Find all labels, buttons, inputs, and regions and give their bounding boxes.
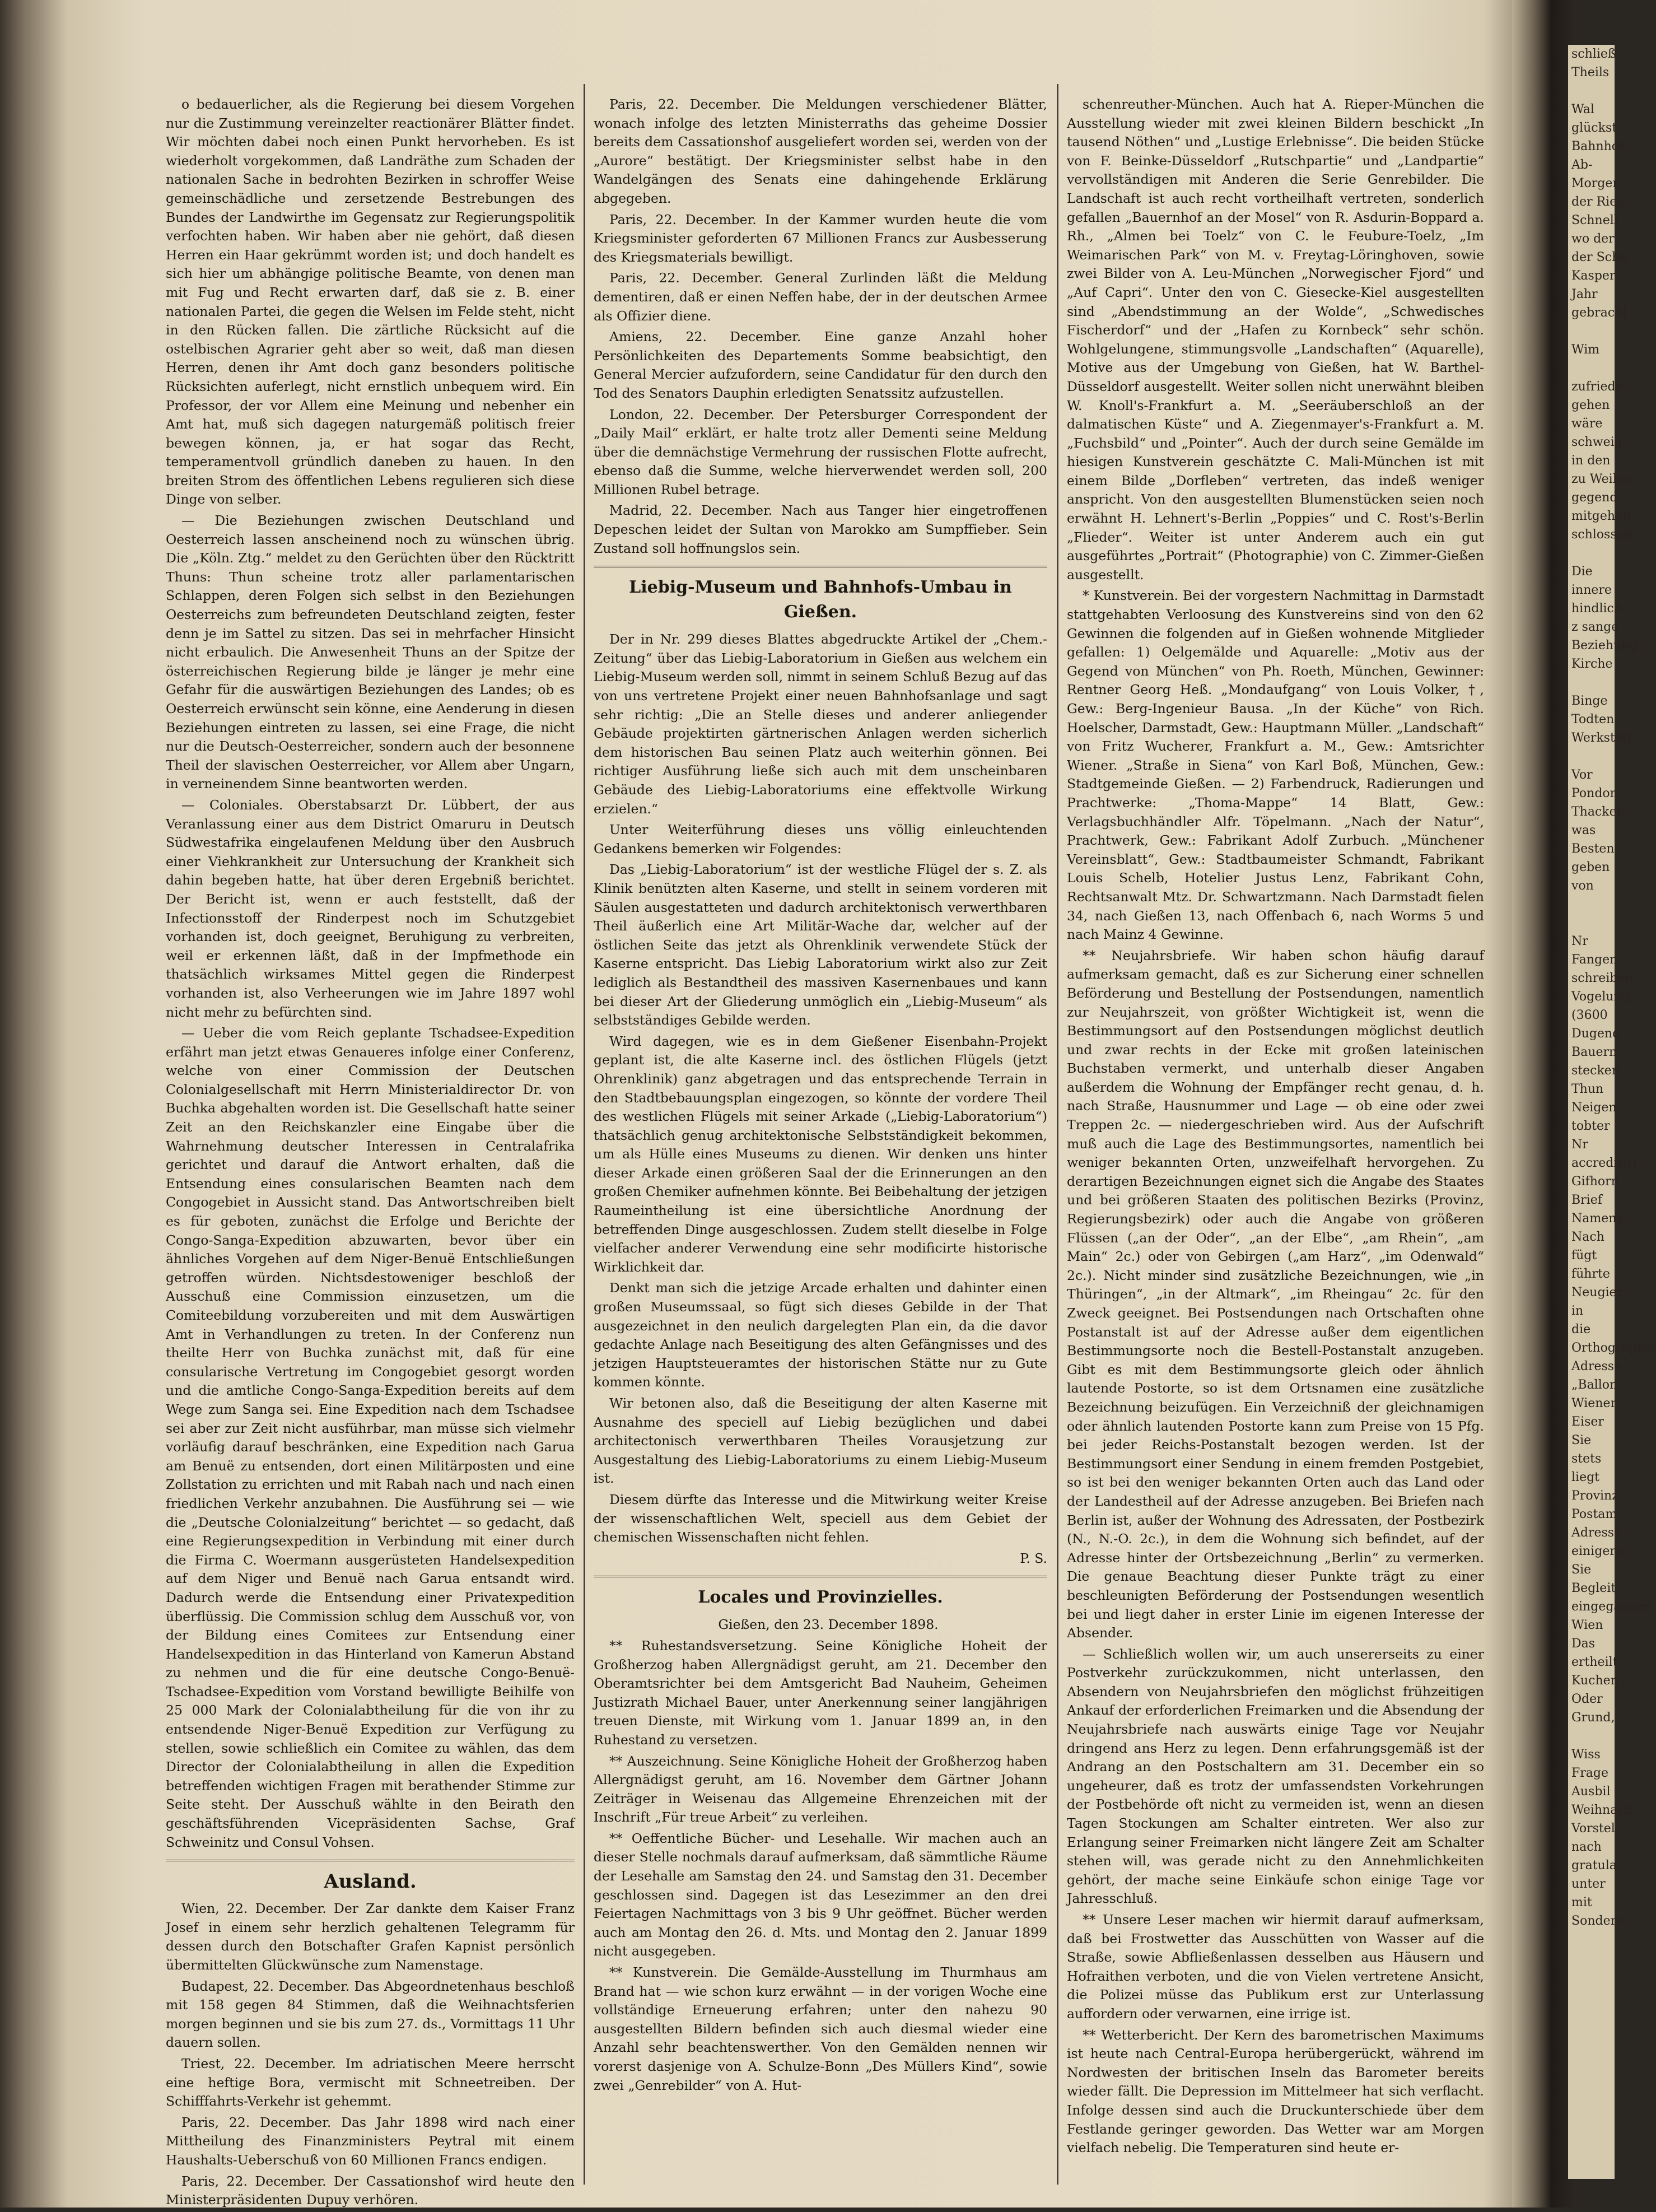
right-page-fragment: schließ	[1571, 47, 1616, 61]
right-page-fragment: unter	[1571, 1877, 1606, 1891]
right-page-fragment: mitgehen	[1571, 509, 1631, 523]
right-page-fragment: was	[1571, 823, 1596, 837]
right-page-fragment: Die	[1571, 565, 1593, 579]
right-page-fragment: Adresse	[1571, 1526, 1622, 1540]
article-paragraph: Der in Nr. 299 dieses Blattes abgedruckte Artikel der „Chem.-Zeitung“ über das Liebig-Laboratorium in Gießen aus welchem ein Liebig-Museum werden soll, nimmt in seinem Schluß Bezug auf das von uns vertretene Projekt einer neuen Bahnhofsanlage und sagt sehr richtig: „Die an Stelle dieses und anderer anliegender Gebäude projektirten gärtnerischen Anlagen werden sicherlich dem historischen Bau seinen Platz auch weiterhin gönnen. Bei richtiger Ausführung ließe sich auch mit dem unscheinbaren Gebäude des Liebig-Laboratoriums eine effektvolle Wirkung erzielen.“	[594, 631, 1047, 817]
right-page-fragment: nach	[1571, 1840, 1602, 1854]
right-page-fragment: Kasper	[1571, 269, 1616, 283]
news-item: London, 22. December. Der Petersburger Correspondent der „Daily Mail“ erklärt, er halte trotz aller Dementi seine Meldung über die demnächstige Vermehrung der russischen Flotte aufrecht, ebenso daß die Summe, welche hierverwendet werden soll, 200 Millionen Rubel betrage.	[594, 406, 1047, 497]
right-page-fragment: liegt	[1571, 1470, 1600, 1484]
article-paragraph: Diesem dürfte das Interesse und die Mitwirkung weiter Kreise der wissenschaftlichen Welt, speciell aus dem Gebiet der chemischen Wissenschaften nicht fehlen.	[594, 1491, 1047, 1545]
right-page-fragment: Kuchen	[1571, 1674, 1618, 1688]
news-item: Triest, 22. December. Im adriatischen Meere herrscht eine heftige Bora, vermischt mit Schneetreiben. Der Schifffahrts-Verkehr ist gehemmt.	[166, 2055, 575, 2109]
right-page-fragment: Postam	[1571, 1507, 1617, 1521]
right-page-fragment: schreiben	[1571, 971, 1633, 985]
column-rule	[584, 84, 585, 2185]
right-page-fragment: Thacker	[1571, 805, 1623, 819]
right-page-fragment	[1571, 747, 1615, 766]
right-page-fragment: fügt	[1571, 1249, 1597, 1263]
right-page-fragment: Sondern	[1571, 1914, 1625, 1928]
right-page-fragment: einigerm	[1571, 1544, 1627, 1558]
right-page-fragment: hindlich	[1571, 602, 1622, 616]
right-page-fragment: eingegangen	[1571, 1600, 1652, 1614]
right-page-fragment	[1571, 322, 1615, 341]
right-page-fragment: Wal	[1571, 103, 1594, 117]
news-item: ** Kunstverein. Die Gemälde-Ausstellung im Thurmhaus am Brand hat — wie schon kurz erwähnt — in der vorigen Woche eine vollständige Erneuerung erfahren; unter den nahezu 90 ausgestellten Bildern befinden sich auch diesmal wieder eine Anzahl sehr beachtenswerther. Von den Gemälden nennen wir vorerst dasjenige von A. Schulze-Bonn „Des Müllers Kind“, sowie zwei „Genrebilder“ von A. Hut-	[594, 1964, 1047, 2093]
right-page-fragment: Thun	[1571, 1082, 1604, 1096]
right-page-fragment: Oder	[1571, 1692, 1603, 1706]
right-page-fragment: Frage	[1571, 1766, 1608, 1780]
right-page-fragment: Sie	[1571, 1563, 1592, 1577]
right-page-edge	[1568, 45, 1656, 2179]
book-gutter	[1512, 0, 1574, 2208]
article-paragraph: — Coloniales. Oberstabsarzt Dr. Lübbert, der aus Veranlassung einer aus dem District Omaruru in Deutsch Südwestafrika eingelaufenen Meldung über den Ausbruch einer Viehkrankheit zur Untersuchung der Krankheit sich dahin begeben hatte, hat über deren Ergebniß berichtet. Der Bericht ist, wenn er auch feststellt, daß der Infectionsstoff der Rinderpest noch im Schutzgebiet vorhanden ist, doch geeignet, Beruhigung zu verbreiten, weil er erkennen läßt, daß in der Impfmethode ein thatsächlich wirksames Mittel gegen die Rinderpest vorhanden ist, also Verheerungen wie im Jahre 1897 wohl nicht mehr zu befürchten sind.	[166, 797, 575, 1020]
right-page-fragment: Bahnhof	[1571, 139, 1624, 153]
section-heading-ausland: Ausland.	[324, 1870, 417, 1893]
right-page-fragment	[1571, 914, 1615, 932]
right-page-fragment: Binge	[1571, 694, 1608, 708]
article-paragraph: — Die Beziehungen zwischen Deutschland und Oesterreich lassen anscheinend noch zu wünschen übrig. Die „Köln. Ztg.“ meldet zu den Gerüchten über den Rücktritt Thuns: Thun scheine trotz aller parlamentarischen Schlappen, deren Folgen sich selbst in den Beziehungen Oesterreichs zum befreundeten Deutschland zeigten, fester denn je im Sattel zu sitzen. Das sei in mehrfacher Hinsicht nicht erbaulich. Die Anwesenheit Thuns an der Spitze der österreichischen Regierung bilde je länger je mehr eine Gefahr für die auswärtigen Beziehungen des Landes; ob es Oesterreich erwünscht sein könne, eine Aenderung in diesen Beziehungen eintreten zu lassen, sei eine Frage, die nicht nur die Deutsch-Oesterreicher, sondern auch der besonnene Theil der slavischen Oesterreicher, vor Allem aber Ungarn, in verneinendem Sinne beantworten werden.	[166, 513, 575, 792]
news-item: ** Neujahrsbriefe. Wir haben schon häufig darauf aufmerksam gemacht, daß es zur Sicherung einer schnellen Beförderung und Bestellung der Postsendungen, namentlich zur Neujahrszeit, von größter Wichtigkeit ist, wenn die Bestimmungsort auf den Postsendungen möglichst deutlich und zwar rechts in der Ecke mit großen lateinischen Buchstaben vermerkt, und unterhalb dieser Angaben außerdem die Wohnung der Empfänger recht genau, d. h. nach Straße, Hausnummer und Lage — ob eine oder zwei Treppen 2c. — niedergeschrieben wird. Aus der Aufschrift muß auch die Lage des Bestimmungsortes, namentlich bei weniger bekannten Orten, unzweifelhaft hervorgehen. Zu derartigen Bezeichnungen eignet sich die Angabe des Staates und bei größeren Staaten des politischen Bezirks (Provinz, Regierungsbezirk) oder auch die Angabe von größeren Flüssen („an der Oder“, „an der Elbe“, „am Rhein“, „am Main“ 2c.) oder von Gebirgen („am Harz“, „im Odenwald“ 2c.). Nicht minder sind zusätzliche Bezeichnungen, wie „in Thüringen“, „in der Altmark“, „im Rheingau“ 2c. für den Zweck geeignet. Bei Postsendungen nach Ortschaften ohne Postanstalt ist auf der Adresse außer dem eigentlichen Bestimmungsorte noch die Bestell-Postanstalt anzugeben. Gibt es mit dem Bestimmungsorte gleich oder ähnlich lautende Postorte, so ist dem Ortsnamen eine zusätzliche Bezeichnung beizufügen. Ein Verzeichniß der gleichnamigen oder ähnlich lautenden Postorte kann zum Preise von 15 Pfg. bei jeder Reichs-Postanstalt bezogen werden. Ist der Bestimmungsort einer Sendung in einem fremden Postgebiet, so ist bei den weniger bekannten Orten auch das Land oder der Landestheil auf der Adresse anzugeben. Bei Briefen nach Berlin ist, außer der Wohnung des Adressaten, der Postbezirk (N., N.-O. 2c.), in dem die Wohnung sich befindet, auf der Adresse hinter der Ortsbezeichnung „Berlin“ zu vermerken. Die genaue Beachtung dieser Punkte trägt zu einer beschleunigten Beförderung der Postsendungen wesentlich bei und liegt daher in erster Linie im eigenen Interesse der Absender.	[1067, 947, 1484, 1641]
right-page-fragment	[1571, 895, 1615, 914]
right-page-fragment: „Ballon	[1571, 1378, 1618, 1392]
right-page-fragment: schlossen	[1571, 528, 1632, 542]
section-divider	[166, 1860, 575, 1861]
right-page-fragment: (3600	[1571, 1008, 1608, 1022]
right-page-fragment: Weihnach	[1571, 1803, 1632, 1817]
article-paragraph: Unter Weiterführung dieses uns völlig einleuchtenden Gedankens bemerken wir Folgendes:	[594, 822, 1047, 856]
news-item: ** Auszeichnung. Seine Königliche Hoheit der Großherzog haben Allergnädigst geruht, am 16. November dem Gärtner Johann Zeiträger in Weisenau das Allgemeine Ehrenzeichen mit der Inschrift „Für treue Arbeit“ zu verleihen.	[594, 1753, 1047, 1826]
right-page-fragment: Ausbil	[1571, 1785, 1611, 1799]
news-item: Wien, 22. December. Der Zar dankte dem Kaiser Franz Josef in einem sehr herzlich gehaltenen Telegramm für dessen durch den Botschafter Grafen Kapnist persönlich übermittelten Glückwünsche zum Namenstage.	[166, 1901, 575, 1973]
right-page-fragment: Kirche	[1571, 657, 1613, 671]
article-paragraph: Denkt man sich die jetzige Arcade erhalten und dahinter einen großen Museumssaal, so fügt sich dieses Gebilde in der That ausgezeichnet in den neulich dargelegten Plan ein, da die davor gedachte Anlage nach Beseitigung des alten Gefängnisses und des jetzigen Hauptsteueramtes der historischen Stätte nur zu Gute kommen könnte.	[594, 1280, 1047, 1390]
right-page-fragment	[1571, 673, 1615, 692]
right-page-fragment: Brief	[1571, 1193, 1602, 1207]
news-item: Paris, 22. December. Das Jahr 1898 wird nach einer Mittheilung des Finanzministers Peytral mit einem Haushalts-Ueberschuß von 60 Millionen Francs endigen.	[166, 2114, 575, 2168]
right-page-fragment: Neigen	[1571, 1101, 1617, 1115]
news-item: Madrid, 22. December. Nach aus Tanger hier eingetroffenen Depeschen leidet der Sultan von Marokko am Sumpffieber. Sein Zustand soll hoffnungslos sein.	[594, 502, 1047, 556]
news-item: — Schließlich wollen wir, um auch unsererseits zu einer Postverkehr zurückzukommen, nicht unterlassen, den Absendern von Neujahrsbriefen den möglichst frühzeitigen Ankauf der erforderlichen Freimarken und die Absendung der Neujahrsbriefe nach auswärts einige Tage vor Neujahr dringend ans Herz zu legen. Denn erfahrungsgemäß ist der Andrang an den Postschaltern am 31. December ein so ungeheurer, daß es trotz der umfassendsten Vorkehrungen der Postbehörde oft nicht zu vermeiden ist, wenn an diesen Tagen Stockungen am Schalter eintreten. Wer also zur Erlangung seiner Freimarken nicht längere Zeit am Schalter stehen will, was gerade nicht zu den Annehmlichkeiten gehört, der mache seine Einkäufe schon einige Tage vor Jahresschluß.	[1067, 1646, 1484, 1907]
right-page-fragment: Theils	[1571, 66, 1610, 80]
article-paragraph: o bedauerlicher, als die Regierung bei diesem Vorgehen nur die Zustimmung vereinzelter reactionärer Blätter findet. Wir möchten dabei noch einen Punkt hervorheben. Es ist wiederholt vorgekommen, daß Landräthe zum Schaden der nationalen Sache in bedrohten Bezirken in schroffer Weise gemeinschädliche und zersetzende Bestrebungen des Bundes der Landwirthe im Gegensatz zur Regierungspolitik verfochten haben. Wir haben aber nie gehört, daß diesen Herren ein Haar gekrümmt worden ist; und doch handelt es sich hier um abhängige politische Beamte, von denen man mit Fug und Recht erwarten darf, daß sie z. B. einer nationalen Partei, die gegen die Welsen im Felde steht, nicht in den Rücken fallen. Die zärtliche Rücksicht auf die ostelbischen Agrarier geht aber so weit, daß man diesen Herren, denen ihr Amt doch ganz besonders politische Rücksichten auferlegt, nicht ernstlich unbequem wird. Ein Professor, der vor Allem eine Meinung und nebenher ein Amt hat, muß sich dagegen naturgemäß politisch freier bewegen können, ja, er hat sogar das Recht, temperamentvoll gründlich daneben zu hauen. In den breiten Strom des öffentlichen Lebens regulieren sich diese Dinge von selber.	[166, 96, 575, 507]
right-page-fragment: Grund,	[1571, 1711, 1615, 1725]
right-page-fragment: Wiener	[1571, 1396, 1616, 1410]
right-page-fragment: Todten	[1571, 713, 1615, 727]
column-rule	[1057, 84, 1058, 2185]
right-page-fragment: Morgen	[1571, 176, 1621, 190]
right-page-fragment: zu Weiher	[1571, 472, 1634, 486]
right-page-fragment: Namens	[1571, 1212, 1623, 1226]
right-page-fragment: wäre	[1571, 417, 1603, 431]
column-right	[1067, 95, 1484, 2160]
right-page-fragment: Sie	[1571, 1433, 1592, 1447]
article-paragraph: — Ueber die vom Reich geplante Tschadsee-Expedition erfährt man jetzt etwas Genaueres infolge einer Conferenz, welche von einer Commission der Deutschen Colonialgesellschaft mit Herrn Ministerialdirector Dr. von Buchka abgehalten worden ist. Die Gesellschaft hatte seiner Zeit an den Reichskanzler eine Eingabe über die Wahrnehmung deutscher Interessen in Centralafrika gerichtet und darauf die Antwort erhalten, daß die Entsendung eines consularischen Beamten nach dem Congogebiet in Aussicht stand. Das Antwortschreiben bielt es für geboten, zunächst die Erfolge und Berichte der Congo-Sanga-Expedition abzuwarten, bevor über ein ähnliches Vorgehen auf dem Niger-Benuë Entschließungen getroffen würden. Nichtsdestoweniger beschloß der Ausschuß eine Commission einzusetzen, um die Comiteebildung vorzubereiten und mit dem Auswärtigen Amt in Verhandlungen zu treten. In der Conferenz nun theilte Herr von Buchka zunächst mit, daß für eine consularische Vertretung im Congogebiet gesorgt worden und die amtliche Congo-Sanga-Expedition bereits auf dem Wege zum Sanga sei. Eine Expedition nach dem Tschadsee sei aber zur Zeit nicht ausführbar, man müsse sich vielmehr vorläufig darauf beschränken, eine Expedition nach Garua am Benuë zu entsenden, dort einen Militärposten und eine Zollstation zu errichten und mit Rabah nach und nach einen friedlichen Verkehr anzubahnen. Die Ausführung sei — wie die „Deutsche Colonialzeitung“ berichtet — so gedacht, daß eine Regierungsexpedition in Verbindung mit einer durch die Firma C. Woermann ausgerüsteten Handelsexpedition auf dem Niger und Benuë nach Garua entsandt wird. Dadurch werde die Entsendung einer Privatexpedition überflüssig. Die Commission schlug dem Ausschuß vor, von der Bildung eines Comitees zur Entsendung einer Handelsexpedition in das Hinterland von Kamerun Abstand zu nehmen und die für eine deutsche Congo-Benuë-Tschadsee-Expedition vom Vorstand bewilligte Beihilfe von 25 000 Mark der Colonialabtheilung für die von ihr zu entsendende Niger-Benuë Expedition zur Verfügung zu stellen, sowie schließlich ein Comitee zu wählen, das dem Director der Colonialabtheilung in allen die Expedition betreffenden wichtigen Fragen mit berathender Stimme zur Seite steht. Der Ausschuß wählte in den Beirath den geschäftsführenden Vicepräsidenten Sachse, Graf Schweinitz und Consul Vohsen.	[166, 1025, 575, 1850]
news-item: ** Oeffentliche Bücher- und Lesehalle. Wir machen auch an dieser Stelle nochmals darauf aufmerksam, daß sämmtliche Räume der Lesehalle am Samstag den 24. und Samstag den 31. December geschlossen sind. Dagegen ist das Lesezimmer an den drei Feiertagen Nachmittags von 3 bis 9 Uhr geöffnet. Bücher werden auch am Montag den 26. d. Mts. und Montag den 2. Januar 1899 nicht ausgegeben.	[594, 1830, 1047, 1959]
right-page-fragment: schweig	[1571, 435, 1622, 449]
author-signature: P. S.	[1020, 1550, 1047, 1566]
right-page-fragment	[1571, 1727, 1615, 1745]
right-page-fragment: Besten	[1571, 842, 1615, 856]
right-page-fragment: führte	[1571, 1267, 1610, 1281]
right-page-fragment: Nr	[1571, 1138, 1588, 1152]
right-page-fragment: innere	[1571, 583, 1612, 597]
right-page-fragment: Fangen	[1571, 953, 1618, 967]
news-item: Paris, 22. December. Die Meldungen verschiedener Blätter, wonach infolge des letzten Ministerraths das geheime Dossier bereits dem Cassationshof ausgeliefert worden sei, werden von der „Aurore“ bestätigt. Der Kriegsminister selbst habe in den Wandelgängen des Senats eine dahingehende Erklärung abgegeben.	[594, 96, 1047, 206]
right-page-fragment	[1571, 359, 1615, 378]
right-page-fragment: Bauern	[1571, 1045, 1617, 1059]
right-page-fragment: in	[1571, 1304, 1584, 1318]
right-page-fragment: Wim	[1571, 343, 1600, 357]
right-page-fragment: Pondon	[1571, 786, 1618, 800]
right-page-fragment: Beziehung	[1571, 639, 1638, 653]
right-page-fragment: Das	[1571, 1637, 1596, 1651]
right-page-fragment: stecken	[1571, 1064, 1620, 1078]
right-page-fragment: von	[1571, 879, 1594, 893]
column-left	[166, 95, 575, 2212]
right-page-fragment: Vogelung	[1571, 990, 1630, 1004]
news-item: * Kunstverein. Bei der vorgestern Nachmittag in Darmstadt stattgehabten Verloosung des Kunstvereins sind von den 62 Gewinnen die folgenden auf in Gießen wohnende Mitglieder gefallen: 1) Oelgemälde und Aquarelle: „Motiv aus der Gegend von München“ von Ph. Roeth, München, Gewinner: Rentner Georg Heß. „Mondaufgang“ von Louis Volker, †, Gew.: Berg-Ingenieur Bausa. „In der Küche“ von Rich. Hoelscher, Darmstadt, Gew.: Hauptmann Müller. „Landschaft“ von Fritz Wucherer, Frankfurt a. M., Gew.: Amtsrichter Wiener. „Straße in Siena“ von Karl Boß, München, Gew.: Stadtgemeinde Gießen. — 2) Farbendruck, Radierungen und Prachtwerke: „Thoma-Mappe“ 14 Blatt, Gew.: Verlagsbuchhändler Alfr. Töpelmann. „Nach der Natur“, Prachtwerk, Gew.: Fabrikant Adolf Zurbuch. „Münchener Vereinsblatt“, Gew.: Stadtbaumeister Schmandt, Fabrikant Louis Schelb, Hotelier Justus Lenz, Fabrikant Cohn, Rechtsanwalt Mtz. Dr. Schwartzmann. Nach Darmstadt fielen 34, nach Gießen 13, nach Offenbach 6, nach Worms 5 und nach Mainz 4 Gewinne.	[1067, 588, 1484, 943]
right-page-fragment: zufriede	[1571, 380, 1623, 394]
news-item: Paris, 22. December. Der Cassationshof wird heute den Ministerpräsidenten Dupuy verhören.	[166, 2173, 575, 2208]
news-item: Budapest, 22. December. Das Abgeordnetenhaus beschloß mit 158 gegen 84 Stimmen, daß die Weihnachtsferien morgen beginnen und sie bis zum 27. ds., Vormittags 11 Uhr dauern sollen.	[166, 1978, 575, 2051]
right-page-fragment: Vorstel	[1571, 1822, 1615, 1836]
right-page-fragment: Begleit	[1571, 1581, 1616, 1595]
article-paragraph: Wird dagegen, wie es in dem Gießener Eisenbahn-Projekt geplant ist, die alte Kaserne incl. des östlichen Flügels (jetzt Ohrenklinik) ganz abgetragen und das entsprechende Terrain in den Stadtbebauungsplan eingezogen, so könnte der vordere Theil des westlichen Flügels mit seiner Arkade („Liebig-Laboratorium“) thatsächlich genug architektonische Selbstständigkeit bekommen, um als Hülle eines Museums zu dienen. Wir denken uns hinter dieser Arkade einen größeren Saal der die Erinnerungen an den großen Chemiker aufnehmen könnte. Bei Beibehaltung der jetzigen Raumeintheilung ist eine übersichtliche Anordnung der betreffenden Dinge ausgeschlossen. Zudem stellt dieselbe in Folge vielfacher anderer Verwendung eine sehr modificirte historische Wirklichkeit dar.	[594, 1033, 1047, 1275]
right-page-fragment: der Schu	[1571, 250, 1628, 264]
news-item: Amiens, 22. December. Eine ganze Anzahl hoher Persönlichkeiten des Departements Somme beabsichtigt, den General Mercier aufzufordern, seine Candidatur für den durch den Tod des Senators Dauphin erledigten Senatssitz aufzustellen.	[594, 329, 1047, 401]
right-page-fragment	[1571, 82, 1615, 100]
right-page-fragment: Wiss	[1571, 1748, 1601, 1762]
article-paragraph: schenreuther-München. Auch hat A. Rieper-München die Ausstellung wieder mit zwei kleinen Bildern beschickt „In tausend Nöthen“ und „Lustige Erlebnisse“. Die beiden Stücke von F. Beinke-Düsseldorf „Rutschpartie“ und „Landpartie“ vervollständigen mit Anderen die Serie Genrebilder. Die Landschaft ist auch recht vortheilhaft vertreten, sonderlich gefallen „Bauernhof an der Mosel“ von R. Asdurin-Boppard a. Rh., „Almen bei Toelz“ von C. le Feubure-Toelz, „Im Weimarischen Park“ von M. v. Freytag-Löringhoven, sowie zwei Bilder von A. Leu-München „Norwegischer Fjord“ und „Auf Capri“. Unter den von C. Giesecke-Kiel ausgestellten sind „Abendstimmung an der Wolde“, „Schwedisches Fischerdorf“ und der „Hafen zu Kornbeck“ sehr schön. Wohlgelungene, stimmungsvolle „Landschaften“ (Aquarelle), Motive aus der Umgebung von Gießen, hat W. Barthel-Düsseldorf ausgestellt. Weiter sollen nicht unerwähnt bleiben W. Knoll's-Frankfurt a. M. „Seeräuberschloß an der dalmatischen Küste“ und A. Ziegenmayer's-Frankfurt a. M. „Fuchsbild“ und „Pointer“. Auch der durch seine Gemälde im hiesigen Kunstverein geschätzte C. Mali-München ist mit einem Bilde „Dorfleben“ vertreten, das indeß weniger anspricht. Von den ausgestellten Blumenstücken seien noch erwähnt H. Lehnert's-Berlin „Poppies“ und C. Rost's-Berlin „Flieder“. Weiter ist unter Anderem auch ein gut ausgeführtes „Portrait“ (Photographie) von C. Zimmer-Gießen ausgestellt.	[1067, 96, 1484, 583]
right-page-fragment: Gifhorn	[1571, 1175, 1619, 1189]
article-paragraph: Wir betonen also, daß die Beseitigung der alten Kaserne mit Ausnahme des speciell auf Liebig bezüglichen und dabei architectonisch verwerthbaren Theiles Vorausjetzung zur Ausgestaltung des Liebig-Laboratoriums zu einem Liebig-Museum ist.	[594, 1395, 1047, 1487]
right-page-fragment	[1571, 544, 1615, 562]
right-page-fragment: glückst	[1571, 121, 1617, 135]
right-page-fragment: Dugend	[1571, 1027, 1621, 1041]
right-page-fragment: Adresse	[1571, 1359, 1622, 1373]
news-item: ** Ruhestandsversetzung. Seine Königliche Hoheit der Großherzog haben Allergnädigst geruht, am 21. December den Oberamtsrichter bei dem Amtsgericht Bad Nauheim, Geheimen Justizrath Michael Bauer, unter Anerkennung seiner langjährigen treuen Dienste, mit Wirkung vom 1. Januar 1899 an, in den Ruhestand zu versetzen.	[594, 1637, 1047, 1748]
right-page-fragment: z sange	[1571, 620, 1619, 634]
right-page-fragment: Vor	[1571, 768, 1593, 782]
news-item: ** Unsere Leser machen wir hiermit darauf aufmerksam, daß bei Frostwetter das Ausschütten von Wasser auf die Straße, sowie Abfließenlassen desselben aus Häusern und Hofraithen verboten, und die von Vielen vertretene Ansicht, die Polizei müsse das Publikum erst zur Unterlassung auffordern oder verwarnen, eine irrige ist.	[1067, 1912, 1484, 2022]
right-page-fragment: Jahr	[1571, 287, 1598, 301]
news-item: Paris, 22. December. General Zurlinden läßt die Meldung dementiren, daß er einen Neffen habe, der in der deutschen Armee als Offizier diene.	[594, 270, 1047, 324]
right-page-fragment: tobter	[1571, 1119, 1610, 1133]
right-page-fragment: wo der	[1571, 232, 1615, 246]
right-page-fragment: gratula	[1571, 1859, 1617, 1873]
column-middle	[594, 95, 1047, 2097]
section-divider	[594, 1576, 1047, 1577]
right-page-fragment: gehen	[1571, 398, 1610, 412]
section-heading-liebig-museum: Liebig-Museum und Bahnhofs-Umbau in Gießen.	[629, 578, 1012, 622]
news-item: Paris, 22. December. In der Kammer wurden heute die vom Kriegsminister geforderten 67 Millionen Francs zur Ausbesserung des Kriegsmaterials bewilligt.	[594, 211, 1047, 265]
right-page-fragment: Nach	[1571, 1230, 1604, 1244]
section-divider	[594, 566, 1047, 567]
article-paragraph: Das „Liebig-Laboratorium“ ist der westliche Flügel der s. Z. als Klinik benützten alten Kaserne, und stellt in seinem vorderen mit Säulen ausgestatteten und dadurch architektonisch verwerthbaren Theil äußerlich eine Art Militär-Wache dar, welcher auf der östlichen Seite das jetzt als Ohrenklinik verwendete Stück der Kaserne entspricht. Das Liebig Laboratorium wirkt also zur Zeit lediglich als Bestandtheil des massiven Kasernenbaues und kann bei dieser Art der Gliederung unmöglich ein „Liebig-Museum“ als selbstständiges Gebilde werden.	[594, 861, 1047, 1028]
right-page-fragment: Neugier	[1571, 1286, 1623, 1300]
right-page-fragment: Werkstatt	[1571, 731, 1632, 745]
right-page-fragment: der Rieg	[1571, 195, 1625, 209]
right-page-fragment: accreditirt	[1571, 1156, 1638, 1170]
right-page-fragment: Wien	[1571, 1618, 1603, 1632]
right-page-fragment: Nr	[1571, 934, 1588, 948]
news-item: ** Wetterbericht. Der Kern des barometrischen Maximums ist heute nach Central-Europa herübergerückt, während im Nordwesten der britischen Inseln das Barometer bereits wieder fällt. Die Depression im Mittelmeer hat sich verflacht. Infolge dessen sind auch die Druckunterschiede über dem Festlande geringer geworden. Das Wetter war am Morgen vielfach nebelig. Die Temperaturen sind heute er-	[1067, 2027, 1484, 2156]
right-page-fragment: Schnell	[1571, 213, 1618, 227]
right-page-fragment: ertheilt	[1571, 1655, 1618, 1669]
right-page-fragment: stets	[1571, 1452, 1602, 1466]
right-page-fragment: geben	[1571, 860, 1610, 874]
right-page-fragment: in den	[1571, 454, 1611, 468]
dateline: Gießen, den 23. December 1898.	[718, 1617, 939, 1633]
right-page-fragment: Eiser	[1571, 1415, 1604, 1429]
right-page-fragment: Orthographie	[1571, 1341, 1656, 1355]
section-heading-locales: Locales und Provinzielles.	[698, 1587, 943, 1608]
right-page-fragment: Provinz	[1571, 1489, 1618, 1503]
right-page-fragment: gegend	[1571, 491, 1618, 505]
right-page-fragment: die	[1571, 1322, 1591, 1336]
right-page-fragment: Ab-	[1571, 158, 1593, 172]
right-page-fragment: mit	[1571, 1896, 1592, 1910]
right-page-fragment: gebracht	[1571, 306, 1628, 320]
